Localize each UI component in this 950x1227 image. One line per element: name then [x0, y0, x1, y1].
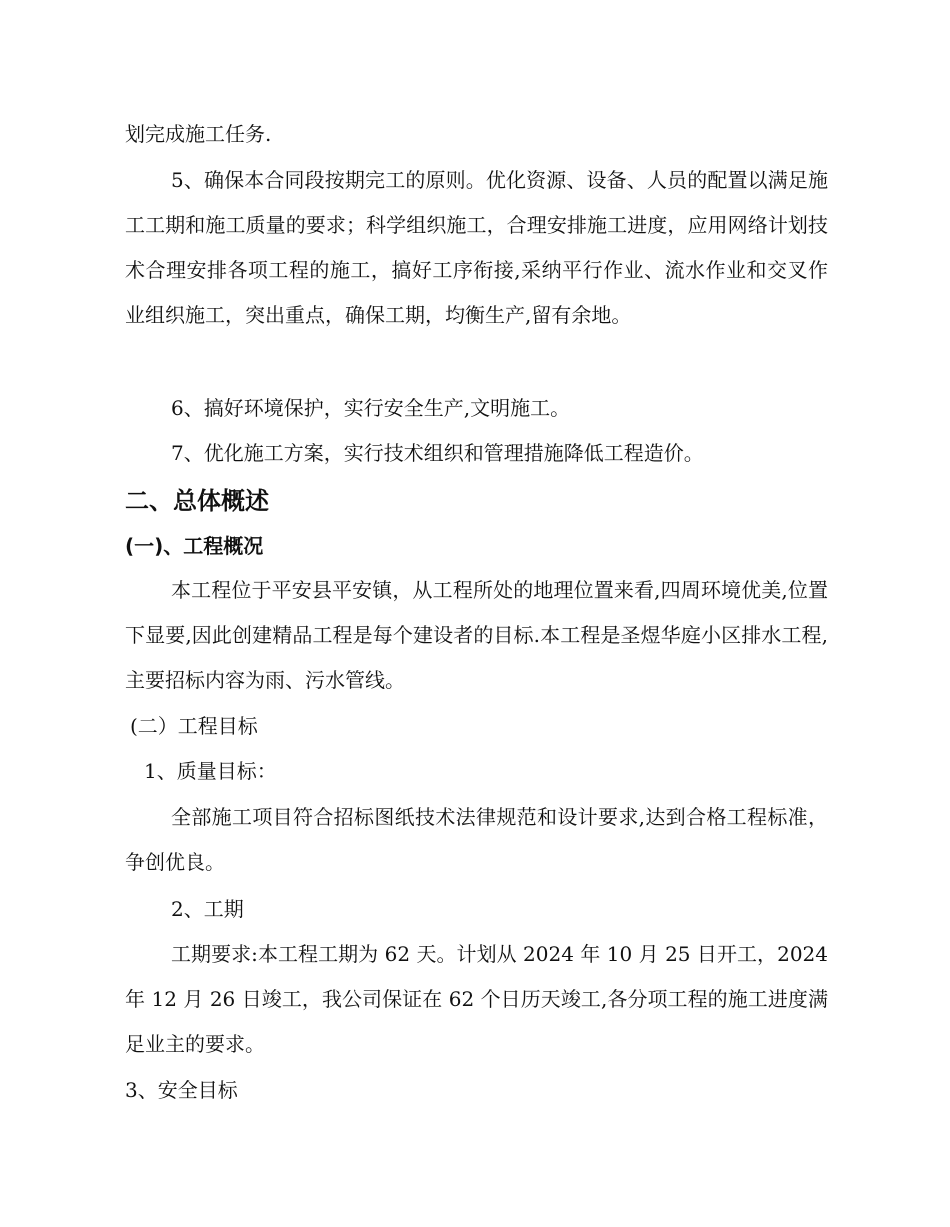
safety-goal-heading: 3、安全目标 [125, 1078, 238, 1102]
paragraph-continuation: 划完成施工任务. [125, 122, 272, 146]
quality-goal-paragraph: 全部施工项目符合招标图纸技术法律规范和设计要求,达到合格工程标准，争创优良。 [125, 805, 828, 874]
section-heading: 二、总体概述 [125, 487, 269, 515]
quality-goal-heading: 1、质量目标： [144, 759, 277, 783]
subsection-heading-goals: (二）工程目标 [130, 714, 258, 738]
subsection-heading-overview: (一)、工程概况 [125, 534, 264, 558]
principle-5-paragraph: 5、确保本合同段按期完工的原则。优化资源、设备、人员的配置以满足施工工期和施工质量的要求；科学组织施工，合理安排施工进度，应用网络计划技术合理安排各项工程的施工，搞好工序衔接,采纳平行作业、流水作业和交叉作业组织施工，突出重点，确保工期，均衡生产,留有余地。 [125, 168, 828, 327]
schedule-goal-paragraph: 工期要求:本工程工期为 62 天。计划从 2024 年 10 月 25 日开工，2024 年 12 月 26 日竣工，我公司保证在 62 个日历天竣工,各分项工程的施工进度满足业主的要求。 [125, 942, 828, 1056]
overview-paragraph: 本工程位于平安县平安镇，从工程所处的地理位置来看,四周环境优美,位置下显要,因此创建精品工程是每个建设者的目标.本工程是圣煜华庭小区排水工程,主要招标内容为雨、污水管线。 [125, 578, 828, 692]
principle-6-paragraph: 6、搞好环境保护，实行安全生产,文明施工。 [171, 396, 571, 420]
schedule-goal-heading: 2、工期 [171, 897, 244, 921]
principle-7-paragraph: 7、优化施工方案，实行技术组织和管理措施降低工程造价。 [171, 441, 704, 465]
